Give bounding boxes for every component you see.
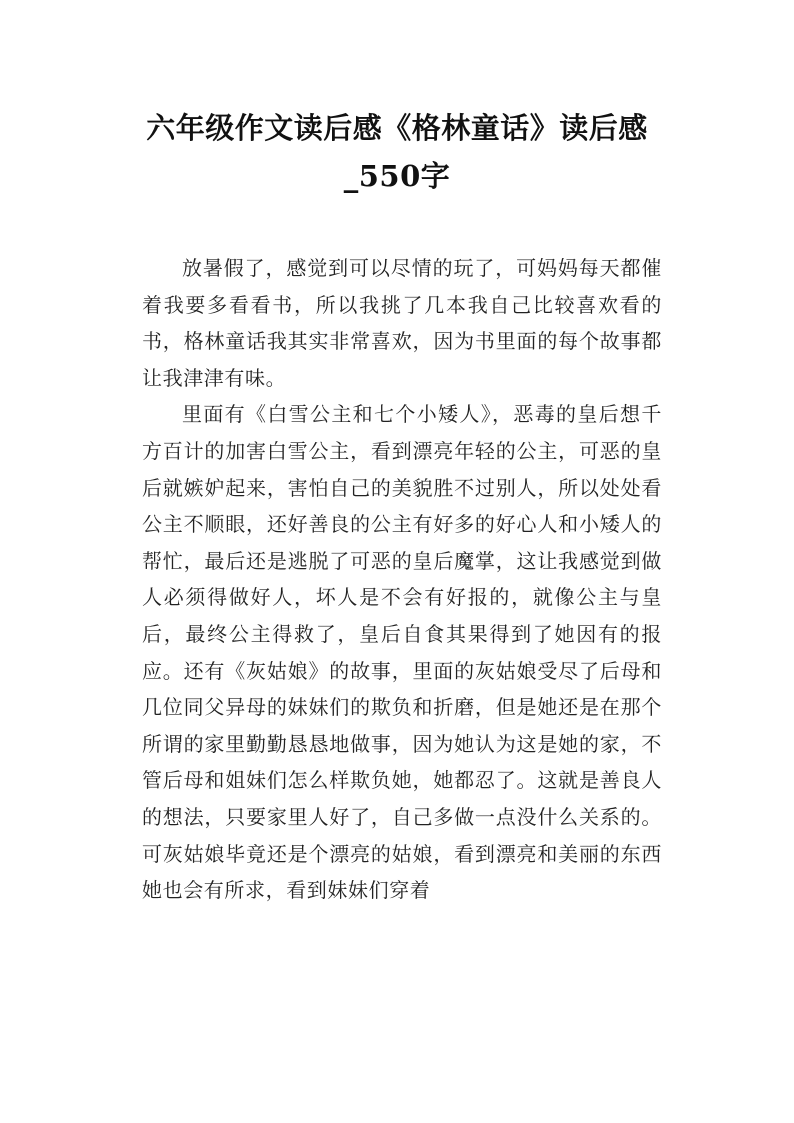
title-line-2: _550字 [343,159,451,193]
paragraph-2: 里面有《白雪公主和七个小矮人》，恶毒的皇后想千方百计的加害白雪公主，看到漂亮年轻的公主，可恶的皇后就嫉妒起来，害怕自己的美貌胜不过别人，所以处处看公主不顺眼，还好善良的公主有好多的好心人和小矮人的帮忙，最后还是逃脱了可恶的皇后魔掌，这让我感觉到做人必须得做好人，坏人是不会有好报的，就像公主与皇后，最终公主得救了，皇后自食其果得到了她因有的报应。还有《灰姑娘》的故事，里面的灰姑娘受尽了后母和几位同父异母的妹妹们的欺负和折磨，但是她还是在那个所谓的家里勤勤恳恳地做事，因为她认为这是她的家，不管后母和姐妹们怎么样欺负她，她都忍了。这就是善良人的想法，只要家里人好了，自己多做一点没什么关系的。可灰姑娘毕竟还是个漂亮的姑娘，看到漂亮和美丽的东西她也会有所求，看到妹妹们穿着 [142,402,662,903]
paragraph-1: 放暑假了，感觉到可以尽情的玩了，可妈妈每天都催着我要多看看书，所以我挑了几本我自己比较喜欢看的书，格林童话我其实非常喜欢，因为书里面的每个故事都让我津津有味。 [142,256,662,390]
document-body [142,250,662,909]
document-title [120,104,674,200]
title-line-1: 六年级作文读后感《格林童话》读后感 [146,111,648,145]
